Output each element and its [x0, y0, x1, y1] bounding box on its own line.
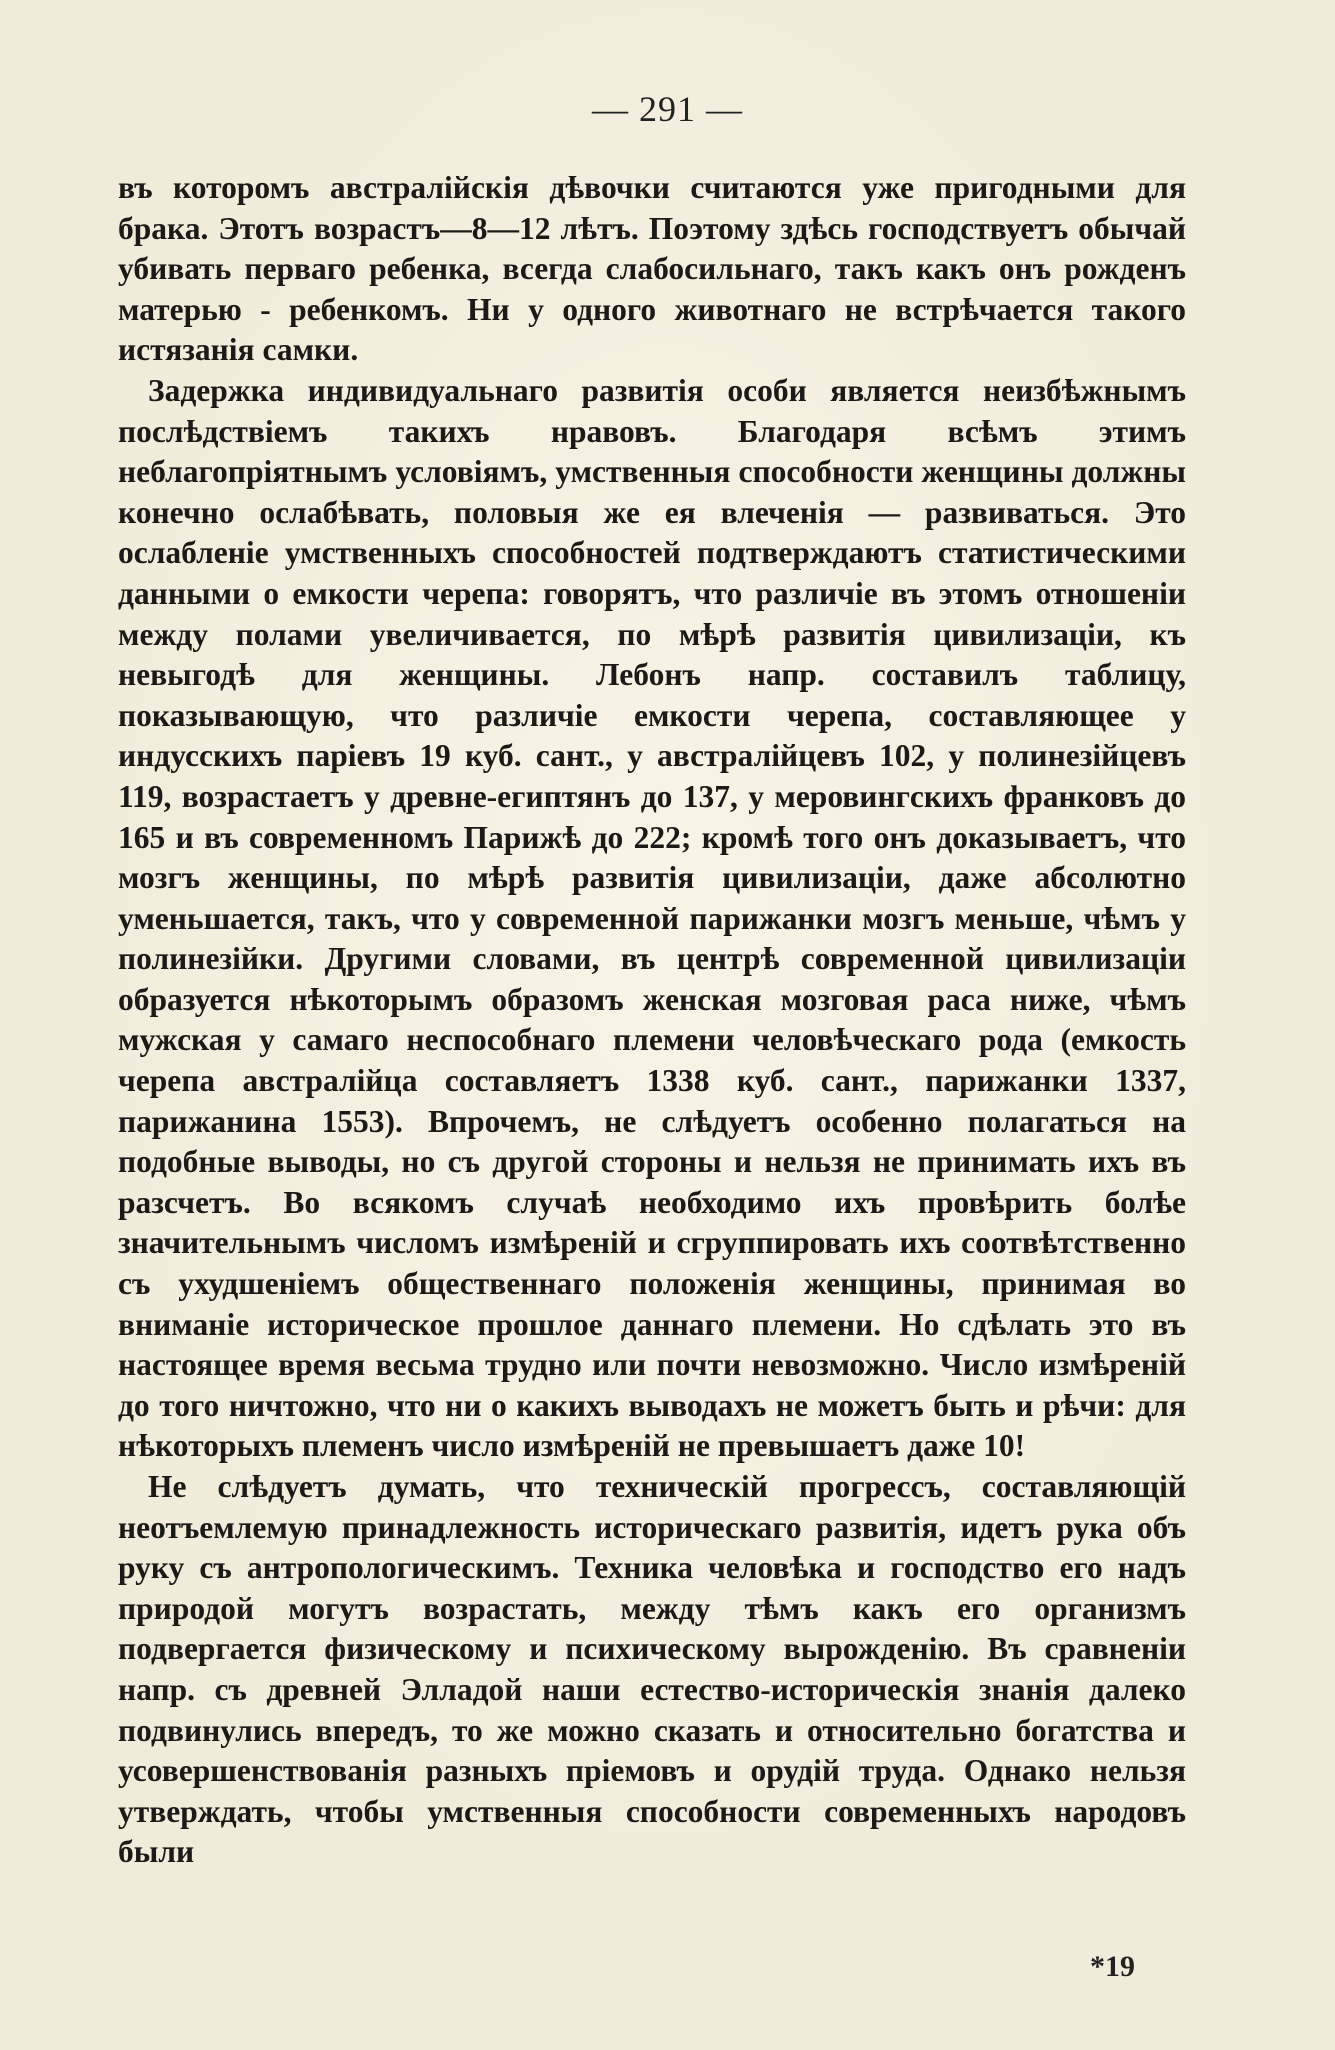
paragraph-skull-capacity: Задержка индивидуальнаго развитія особи является неизбѣжнымъ послѣдствіемъ такихъ нравовъ. Благодаря всѣмъ этимъ неблагопріятнымъ условіямъ, умственныя способности женщины должны конечно ослабѣвать, половыя же ея влеченія — развиваться. Это ослабленіе умственныхъ способностей подтверждаютъ статистическими данными о емкости черепа: говорятъ, что различіе въ этомъ отношеніи между полами увеличивается, по мѣрѣ развитія цивилизаціи, къ невыгодѣ для женщины. Лебонъ напр. составилъ таблицу, показывающую, что различіе емкости черепа, составляющее у индусскихъ паріевъ 19 куб. сант., у австралійцевъ 102, у полинезійцевъ 119, возрастаетъ у древне-египтянъ до 137, у меровингскихъ франковъ до 165 и въ современномъ Парижѣ до 222; кромѣ того онъ доказываетъ, что мозгъ женщины, по мѣрѣ развитія цивилизаціи, даже абсолютно уменьшается, такъ, что у современной парижанки мозгъ меньше, чѣмъ у полинезійки. Другими словами, въ центрѣ современной цивилизаціи образуется нѣкоторымъ образомъ женская мозговая раса ниже, чѣмъ мужская у самаго неспособнаго племени человѣческаго рода (емкость черепа австралійца составляетъ 1338 куб. сант., парижанки 1337, парижанина 1553). Впрочемъ, не слѣдуетъ особенно полагаться на подобные выводы, но съ другой стороны и нельзя не принимать ихъ въ разсчетъ. Во всякомъ случаѣ необходимо ихъ провѣрить болѣе значительнымъ числомъ измѣреній и сгруппировать ихъ соотвѣтственно съ ухудшеніемъ общественнаго положенія женщины, принимая во вниманіе историческое прошлое даннаго племени. Но сдѣлать это въ настоящее время весьма трудно или почти невозможно. Число измѣреній до того ничтожно, что ни о какихъ выводахъ не можетъ быть и рѣчи: для нѣкоторыхъ племенъ число измѣреній не превышаетъ даже 10! — [118, 372, 1186, 1464]
paragraph-continuation: въ которомъ австралійскія дѣвочки считаются уже пригодными для брака. Этотъ возрастъ—8—12 лѣтъ. Поэтому здѣсь господствуетъ обычай убивать перваго ребенка, всегда слабосильнаго, такъ какъ онъ рожденъ матерью - ребенкомъ. Ни у одного животнаго не встрѣчается такого истязанія самки. — [118, 170, 1186, 368]
paragraph-technical-progress: Не слѣдуетъ думать, что техническій прогрессъ, составляющій неотъемлемую принадлежность историческаго развитія, идетъ рука объ руку съ антропологическимъ. Техника человѣка и господство его надъ природой могутъ возрастать, между тѣмъ какъ его организмъ подвергается физическому и психическому вырожденію. Въ сравненіи напр. съ древней Элладой наши естество-историческія знанія далеко подвинулись впередъ, то же можно сказать и относительно богатства и усовершенствованія разныхъ пріемовъ и орудій труда. Однако нельзя утверждать, чтобы умственныя способности современныхъ народовъ были — [118, 1469, 1186, 1870]
signature-mark: *19 — [1090, 1950, 1135, 1983]
body-text — [118, 168, 1186, 1873]
page-number: — 291 — — [592, 89, 743, 129]
